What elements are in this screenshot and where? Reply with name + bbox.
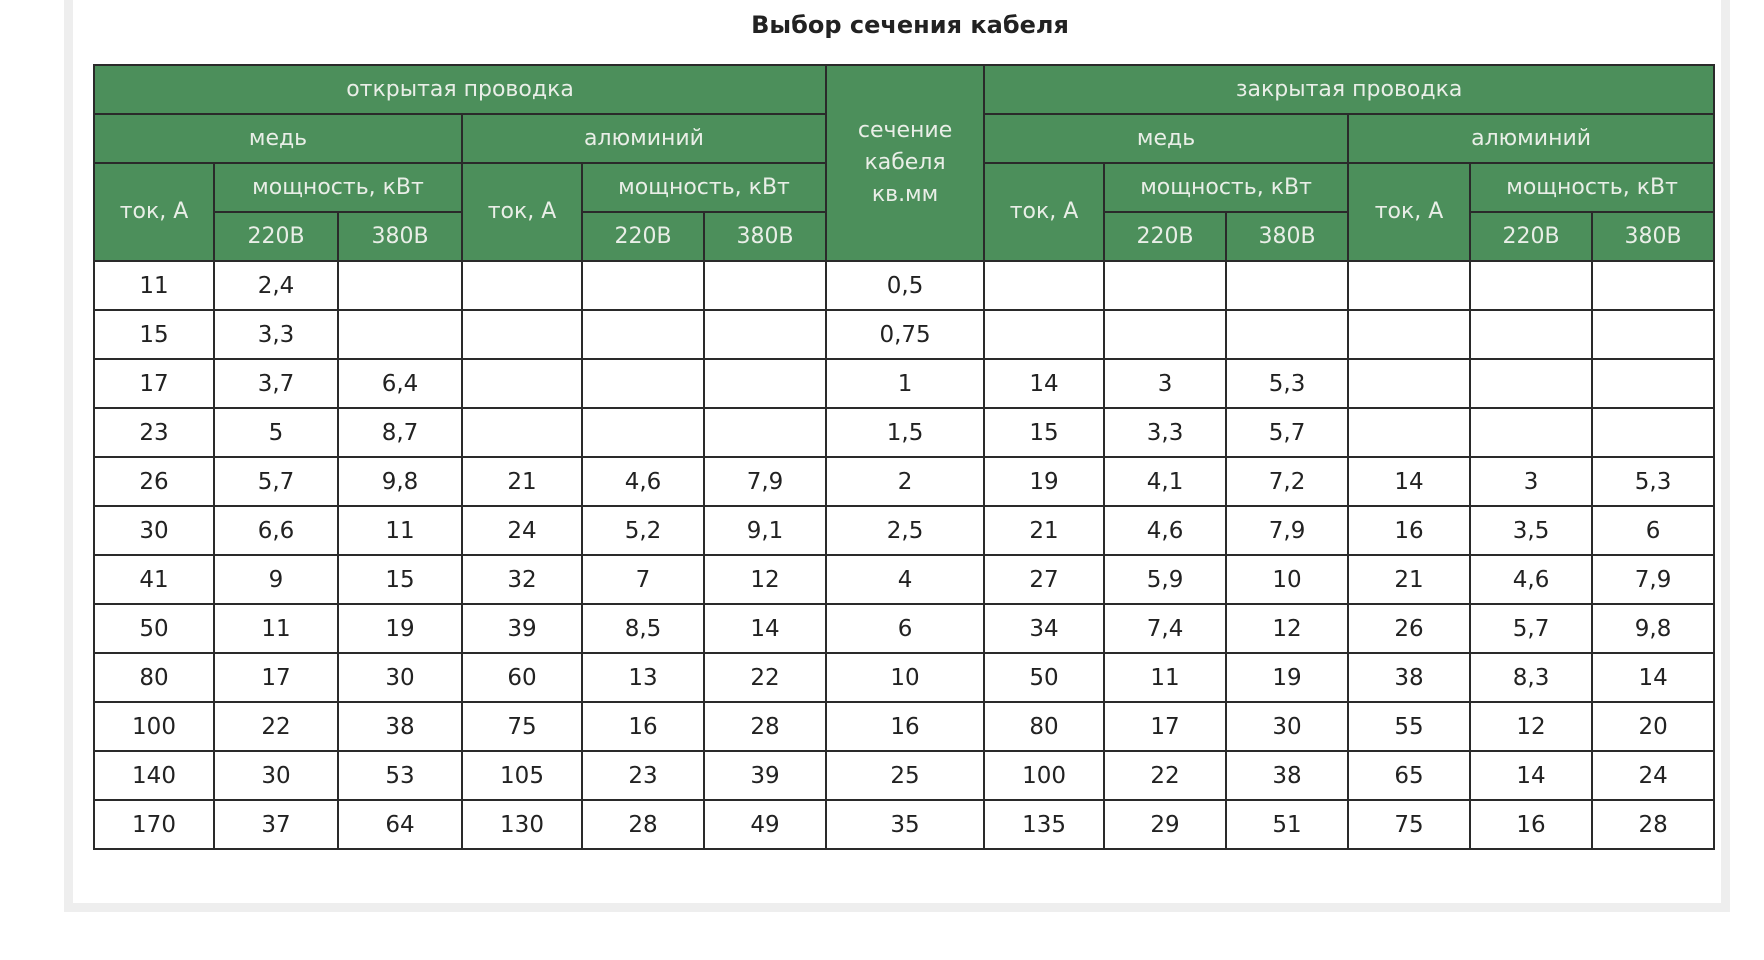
table-cell: 17	[214, 653, 338, 702]
table-cell: 3,5	[1470, 506, 1592, 555]
table-cell: 21	[984, 506, 1104, 555]
table-cell: 8,7	[338, 408, 462, 457]
section-label-line2: кабеля	[864, 150, 946, 175]
table-cell: 25	[826, 751, 984, 800]
table-cell	[704, 408, 826, 457]
table-cell: 6,4	[338, 359, 462, 408]
open-aluminum-header: алюминий	[462, 114, 826, 163]
table-cell	[1470, 310, 1592, 359]
table-cell	[462, 408, 582, 457]
table-cell	[1226, 261, 1348, 310]
table-cell: 23	[94, 408, 214, 457]
table-cell: 38	[1348, 653, 1470, 702]
table-cell: 26	[94, 457, 214, 506]
table-cell: 34	[984, 604, 1104, 653]
table-cell: 1	[826, 359, 984, 408]
table-cell: 9,8	[338, 457, 462, 506]
table-cell: 5,7	[1470, 604, 1592, 653]
table-cell: 14	[984, 359, 1104, 408]
table-cell	[338, 261, 462, 310]
table-cell: 30	[94, 506, 214, 555]
table-cell: 5,7	[214, 457, 338, 506]
section-label-line1: сечение	[857, 118, 953, 143]
open-wiring-header: открытая проводка	[94, 65, 826, 114]
table-cell: 41	[94, 555, 214, 604]
table-cell: 9,1	[704, 506, 826, 555]
closed-copper-current-header: ток, А	[984, 163, 1104, 261]
table-cell: 15	[984, 408, 1104, 457]
table-cell: 6,6	[214, 506, 338, 555]
table-cell: 75	[1348, 800, 1470, 849]
table-cell: 80	[94, 653, 214, 702]
table-cell: 9	[214, 555, 338, 604]
table-cell: 19	[984, 457, 1104, 506]
table-cell	[1592, 310, 1714, 359]
table-cell: 5,9	[1104, 555, 1226, 604]
cable-section-table	[93, 64, 1715, 850]
table-cell: 3	[1104, 359, 1226, 408]
table-cell	[1226, 310, 1348, 359]
table-cell: 7,9	[1592, 555, 1714, 604]
table-cell: 8,5	[582, 604, 704, 653]
table-cell: 19	[338, 604, 462, 653]
table-cell: 16	[1348, 506, 1470, 555]
table-row	[94, 310, 1714, 359]
table-cell: 11	[338, 506, 462, 555]
table-cell: 60	[462, 653, 582, 702]
table-cell: 35	[826, 800, 984, 849]
table-row	[94, 359, 1714, 408]
table-row	[94, 702, 1714, 751]
table-cell: 80	[984, 702, 1104, 751]
table-cell	[1348, 310, 1470, 359]
table-cell: 50	[94, 604, 214, 653]
table-cell	[704, 310, 826, 359]
table-cell: 9,8	[1592, 604, 1714, 653]
table-cell: 3,3	[1104, 408, 1226, 457]
table-cell: 26	[1348, 604, 1470, 653]
table-cell	[1470, 359, 1592, 408]
table-title: Выбор сечения кабеля	[751, 11, 1069, 39]
table-cell: 16	[582, 702, 704, 751]
table-cell	[1470, 408, 1592, 457]
closed-copper-220v-header: 220В	[1104, 212, 1226, 261]
table-cell: 5,3	[1226, 359, 1348, 408]
table-cell: 8,3	[1470, 653, 1592, 702]
table-cell: 65	[1348, 751, 1470, 800]
table-cell: 17	[1104, 702, 1226, 751]
table-cell: 7,9	[704, 457, 826, 506]
table-cell	[704, 261, 826, 310]
closed-copper-header: медь	[984, 114, 1348, 163]
closed-copper-380v-header: 380В	[1226, 212, 1348, 261]
table-cell: 11	[214, 604, 338, 653]
table-cell: 100	[984, 751, 1104, 800]
table-cell: 10	[1226, 555, 1348, 604]
table-cell: 3,7	[214, 359, 338, 408]
table-row	[94, 506, 1714, 555]
table-row	[94, 751, 1714, 800]
table-cell: 17	[94, 359, 214, 408]
table-cell: 21	[462, 457, 582, 506]
table-cell: 21	[1348, 555, 1470, 604]
closed-wiring-header: закрытая проводка	[984, 65, 1714, 114]
table-cell: 24	[462, 506, 582, 555]
table-cell: 28	[582, 800, 704, 849]
table-cell: 29	[1104, 800, 1226, 849]
open-copper-380v-header: 380В	[338, 212, 462, 261]
table-row	[94, 457, 1714, 506]
closed-copper-power-header: мощность, кВт	[1104, 163, 1348, 212]
closed-aluminum-current-header: ток, А	[1348, 163, 1470, 261]
table-cell: 2	[826, 457, 984, 506]
section-label-line3: кв.мм	[871, 182, 939, 207]
table-cell: 5,2	[582, 506, 704, 555]
table-cell	[1592, 359, 1714, 408]
table-cell	[984, 261, 1104, 310]
table-cell: 4,6	[1470, 555, 1592, 604]
table-cell	[582, 261, 704, 310]
table-cell: 55	[1348, 702, 1470, 751]
table-cell: 24	[1592, 751, 1714, 800]
table-cell: 14	[1470, 751, 1592, 800]
table-cell: 6	[1592, 506, 1714, 555]
table-cell: 3	[1470, 457, 1592, 506]
table-cell: 28	[704, 702, 826, 751]
open-aluminum-power-header: мощность, кВт	[582, 163, 826, 212]
open-aluminum-380v-header: 380В	[704, 212, 826, 261]
table-cell: 30	[214, 751, 338, 800]
table-row	[94, 261, 1714, 310]
table-cell	[1592, 408, 1714, 457]
table-cell: 170	[94, 800, 214, 849]
table-cell: 5,3	[1592, 457, 1714, 506]
table-cell	[1104, 261, 1226, 310]
table-cell	[582, 408, 704, 457]
table-cell: 53	[338, 751, 462, 800]
table-cell: 15	[94, 310, 214, 359]
table-cell: 4,6	[1104, 506, 1226, 555]
table-cell	[1348, 408, 1470, 457]
table-cell: 16	[1470, 800, 1592, 849]
table-cell	[582, 359, 704, 408]
table-cell: 2,4	[214, 261, 338, 310]
table-cell	[462, 310, 582, 359]
table-cell: 140	[94, 751, 214, 800]
table-cell: 49	[704, 800, 826, 849]
table-cell: 12	[1470, 702, 1592, 751]
table-cell: 6	[826, 604, 984, 653]
table-cell: 12	[704, 555, 826, 604]
table-cell	[1348, 261, 1470, 310]
table-cell: 19	[1226, 653, 1348, 702]
closed-aluminum-380v-header: 380В	[1592, 212, 1714, 261]
table-cell	[462, 261, 582, 310]
table-cell: 7,2	[1226, 457, 1348, 506]
table-cell: 38	[338, 702, 462, 751]
table-cell: 7,9	[1226, 506, 1348, 555]
open-copper-power-header: мощность, кВт	[214, 163, 462, 212]
table-cell: 39	[704, 751, 826, 800]
table-cell: 22	[1104, 751, 1226, 800]
table-cell: 135	[984, 800, 1104, 849]
table-cell: 0,5	[826, 261, 984, 310]
table-cell: 11	[1104, 653, 1226, 702]
table-cell: 130	[462, 800, 582, 849]
table-body	[94, 261, 1714, 849]
table-cell: 30	[338, 653, 462, 702]
table-cell: 75	[462, 702, 582, 751]
table-cell: 7	[582, 555, 704, 604]
table-cell: 4,1	[1104, 457, 1226, 506]
closed-aluminum-header: алюминий	[1348, 114, 1714, 163]
table-cell: 14	[704, 604, 826, 653]
open-copper-220v-header: 220В	[214, 212, 338, 261]
table-cell: 30	[1226, 702, 1348, 751]
header-row-1	[94, 65, 1714, 114]
table-cell	[338, 310, 462, 359]
table-cell: 22	[704, 653, 826, 702]
table-cell	[984, 310, 1104, 359]
table-cell: 37	[214, 800, 338, 849]
table-cell: 15	[338, 555, 462, 604]
table-cell: 38	[1226, 751, 1348, 800]
table-cell: 28	[1592, 800, 1714, 849]
table-header	[94, 65, 1714, 261]
table-cell: 105	[462, 751, 582, 800]
table-row	[94, 604, 1714, 653]
table-cell: 12	[1226, 604, 1348, 653]
table-row	[94, 555, 1714, 604]
table-cell: 5	[214, 408, 338, 457]
table-cell: 13	[582, 653, 704, 702]
table-cell: 64	[338, 800, 462, 849]
table-cell: 4,6	[582, 457, 704, 506]
table-cell: 23	[582, 751, 704, 800]
table-cell: 50	[984, 653, 1104, 702]
table-cell: 10	[826, 653, 984, 702]
table-cell: 22	[214, 702, 338, 751]
table-cell: 11	[94, 261, 214, 310]
table-cell: 14	[1592, 653, 1714, 702]
table-cell: 14	[1348, 457, 1470, 506]
table-cell: 20	[1592, 702, 1714, 751]
closed-aluminum-power-header: мощность, кВт	[1470, 163, 1714, 212]
table-cell: 4	[826, 555, 984, 604]
table-row	[94, 408, 1714, 457]
open-aluminum-220v-header: 220В	[582, 212, 704, 261]
open-copper-current-header: ток, А	[94, 163, 214, 261]
open-copper-header: медь	[94, 114, 462, 163]
table-cell: 27	[984, 555, 1104, 604]
open-aluminum-current-header: ток, А	[462, 163, 582, 261]
cable-section-header	[826, 65, 984, 261]
table-cell: 51	[1226, 800, 1348, 849]
closed-aluminum-220v-header: 220В	[1470, 212, 1592, 261]
table-cell: 0,75	[826, 310, 984, 359]
table-cell	[1348, 359, 1470, 408]
table-cell: 1,5	[826, 408, 984, 457]
table-cell	[1592, 261, 1714, 310]
table-cell: 2,5	[826, 506, 984, 555]
table-cell	[462, 359, 582, 408]
table-cell: 7,4	[1104, 604, 1226, 653]
table-cell: 3,3	[214, 310, 338, 359]
table-row	[94, 800, 1714, 849]
table-row	[94, 653, 1714, 702]
table-cell	[704, 359, 826, 408]
table-cell: 32	[462, 555, 582, 604]
table-cell: 16	[826, 702, 984, 751]
table-cell: 100	[94, 702, 214, 751]
table-cell: 5,7	[1226, 408, 1348, 457]
table-cell	[1470, 261, 1592, 310]
table-cell	[1104, 310, 1226, 359]
table-cell	[582, 310, 704, 359]
table-cell: 39	[462, 604, 582, 653]
